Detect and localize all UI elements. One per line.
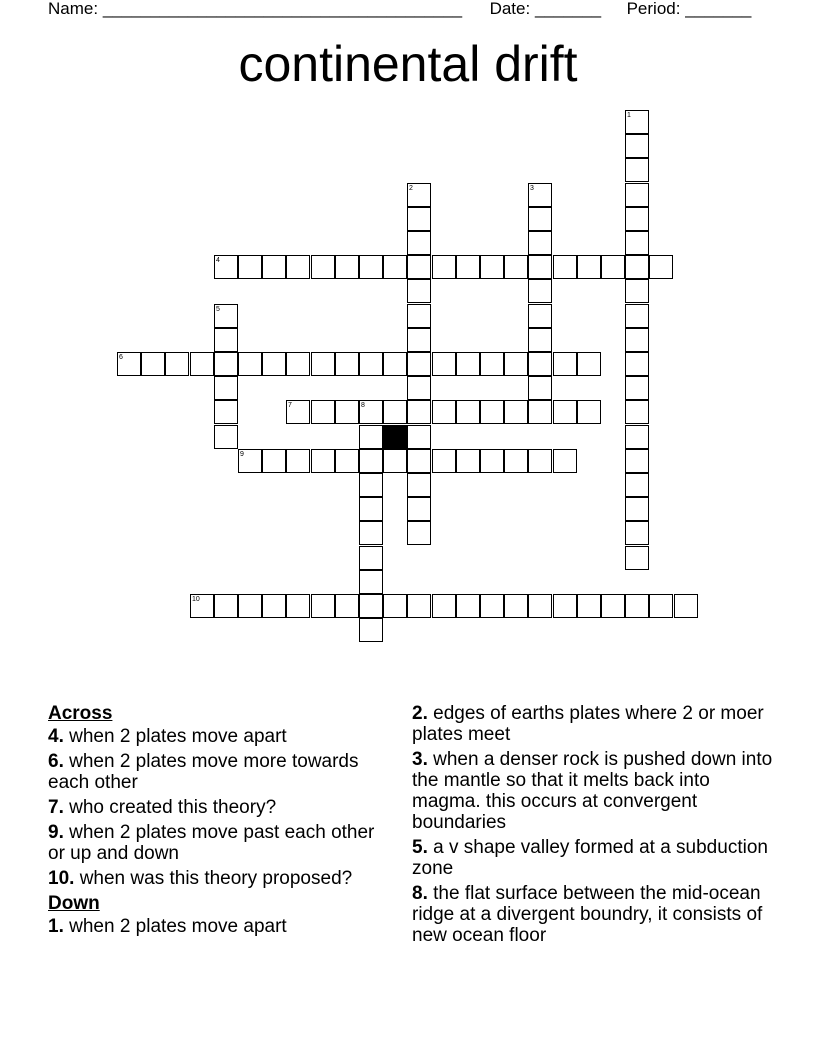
clue-number-label: 6 bbox=[119, 354, 123, 361]
grid-cell[interactable] bbox=[335, 352, 359, 376]
grid-cell[interactable] bbox=[407, 231, 431, 255]
grid-cell[interactable] bbox=[407, 594, 431, 618]
grid-cell[interactable] bbox=[407, 207, 431, 231]
grid-cell[interactable] bbox=[528, 255, 552, 279]
grid-cell[interactable] bbox=[214, 328, 238, 352]
period-blank[interactable]: _______ bbox=[685, 0, 752, 18]
clue-across-6: 6. when 2 plates move more towards each other bbox=[48, 751, 359, 793]
grid-cell[interactable] bbox=[625, 497, 649, 521]
grid-cell[interactable] bbox=[359, 594, 383, 618]
grid-cell[interactable] bbox=[625, 449, 649, 473]
clues-right-column bbox=[412, 703, 782, 950]
grid-cell[interactable] bbox=[383, 594, 407, 618]
grid-cell[interactable] bbox=[214, 376, 238, 400]
grid-cell[interactable] bbox=[504, 594, 528, 618]
grid-cell[interactable] bbox=[456, 255, 480, 279]
grid-cell[interactable] bbox=[286, 594, 310, 618]
clue-across-9: 9. when 2 plates move past each other or up and down bbox=[48, 822, 375, 864]
grid-cell[interactable] bbox=[238, 594, 262, 618]
grid-cell[interactable] bbox=[480, 449, 504, 473]
grid-cell[interactable] bbox=[625, 158, 649, 182]
grid-cell[interactable] bbox=[577, 255, 601, 279]
grid-cell[interactable] bbox=[407, 400, 431, 424]
grid-cell[interactable] bbox=[165, 352, 189, 376]
grid-cell[interactable] bbox=[625, 352, 649, 376]
grid-cell[interactable] bbox=[553, 400, 577, 424]
clue-number-label: 9 bbox=[240, 451, 244, 458]
grid-cell[interactable] bbox=[432, 449, 456, 473]
date-label: Date: bbox=[489, 0, 531, 18]
grid-cell[interactable] bbox=[528, 449, 552, 473]
clue-down-5: 5. a v shape valley formed at a subduction zone bbox=[412, 837, 768, 879]
grid-cell[interactable] bbox=[286, 352, 310, 376]
clue-number-label: 4 bbox=[216, 257, 220, 264]
name-label: Name: bbox=[48, 0, 99, 18]
grid-cell[interactable] bbox=[214, 425, 238, 449]
clue-number-label: 2 bbox=[409, 185, 413, 192]
clue-number-label: 8 bbox=[361, 402, 365, 409]
grid-cell[interactable] bbox=[504, 255, 528, 279]
grid-cell[interactable] bbox=[625, 183, 649, 207]
grid-cell[interactable] bbox=[528, 400, 552, 424]
grid-cell[interactable] bbox=[383, 255, 407, 279]
grid-cell[interactable] bbox=[359, 425, 383, 449]
grid-cell[interactable] bbox=[262, 352, 286, 376]
clue-number-label: 1 bbox=[627, 112, 631, 119]
grid-cell[interactable] bbox=[335, 400, 359, 424]
name-blank[interactable]: ______________________________________ bbox=[102, 0, 463, 18]
grid-cell[interactable] bbox=[359, 521, 383, 545]
grid-cell[interactable] bbox=[262, 594, 286, 618]
clues-left-column bbox=[48, 703, 393, 941]
grid-cell[interactable] bbox=[383, 352, 407, 376]
grid-cell[interactable] bbox=[335, 255, 359, 279]
grid-cell[interactable] bbox=[528, 231, 552, 255]
grid-cell[interactable] bbox=[432, 400, 456, 424]
grid-cell[interactable] bbox=[528, 279, 552, 303]
grid-cell[interactable] bbox=[311, 400, 335, 424]
grid-cell[interactable] bbox=[407, 255, 431, 279]
grid-cell[interactable] bbox=[407, 279, 431, 303]
grid-cell[interactable] bbox=[335, 449, 359, 473]
grid-cell[interactable] bbox=[432, 352, 456, 376]
grid-cell[interactable] bbox=[238, 255, 262, 279]
grid-cell[interactable] bbox=[649, 594, 673, 618]
grid-cell[interactable] bbox=[601, 594, 625, 618]
grid-cell[interactable] bbox=[553, 449, 577, 473]
grid-cell[interactable] bbox=[335, 594, 359, 618]
down-heading: Down bbox=[48, 893, 100, 914]
grid-cell[interactable] bbox=[480, 255, 504, 279]
grid-cell[interactable] bbox=[601, 255, 625, 279]
grid-cell[interactable] bbox=[262, 255, 286, 279]
grid-cell[interactable] bbox=[359, 546, 383, 570]
grid-cell[interactable] bbox=[214, 352, 238, 376]
grid-cell[interactable] bbox=[625, 231, 649, 255]
clue-across-7: 7. who created this theory? bbox=[48, 797, 277, 818]
grid-cell[interactable] bbox=[625, 207, 649, 231]
grid-cell[interactable] bbox=[262, 449, 286, 473]
grid-cell[interactable] bbox=[504, 400, 528, 424]
grid-cell[interactable] bbox=[480, 594, 504, 618]
grid-cell[interactable] bbox=[432, 594, 456, 618]
grid-cell[interactable] bbox=[141, 352, 165, 376]
grid-cell[interactable] bbox=[528, 207, 552, 231]
grid-cell[interactable] bbox=[214, 400, 238, 424]
grid-cell[interactable] bbox=[504, 352, 528, 376]
grid-cell[interactable] bbox=[359, 449, 383, 473]
grid-cell[interactable] bbox=[625, 328, 649, 352]
clue-down-3: 3. when a denser rock is pushed down into the mantle so that it melts back into magma. this occurs at convergent boundaries bbox=[412, 749, 773, 833]
grid-cell[interactable] bbox=[311, 449, 335, 473]
grid-cell[interactable] bbox=[528, 304, 552, 328]
page-title: continental drift bbox=[238, 36, 578, 92]
clue-down-8: 8. the flat surface between the mid-ocean ridge at a divergent boundry, it consists of new ocean floor bbox=[412, 883, 763, 946]
date-blank[interactable]: _______ bbox=[534, 0, 602, 18]
grid-cell[interactable] bbox=[359, 570, 383, 594]
grid-cell[interactable] bbox=[359, 473, 383, 497]
grid-cell[interactable] bbox=[214, 594, 238, 618]
grid-cell[interactable] bbox=[625, 279, 649, 303]
grid-cell[interactable] bbox=[625, 304, 649, 328]
grid-cell[interactable] bbox=[432, 255, 456, 279]
grid-cell[interactable] bbox=[359, 255, 383, 279]
grid-cell[interactable] bbox=[528, 352, 552, 376]
clue-number-label: 5 bbox=[216, 306, 220, 313]
black-cell bbox=[383, 425, 407, 449]
grid-cell[interactable] bbox=[480, 352, 504, 376]
grid-cell[interactable] bbox=[359, 618, 383, 642]
grid-cell[interactable] bbox=[625, 594, 649, 618]
grid-cell[interactable] bbox=[407, 473, 431, 497]
grid-cell[interactable] bbox=[311, 255, 335, 279]
grid-cell[interactable] bbox=[407, 376, 431, 400]
grid-cell[interactable] bbox=[456, 400, 480, 424]
grid-cell[interactable] bbox=[528, 328, 552, 352]
grid-cell[interactable] bbox=[407, 497, 431, 521]
grid-cell[interactable] bbox=[625, 546, 649, 570]
grid-cell[interactable] bbox=[480, 400, 504, 424]
grid-cell[interactable] bbox=[311, 594, 335, 618]
grid-cell[interactable] bbox=[553, 594, 577, 618]
grid-cell[interactable] bbox=[407, 352, 431, 376]
grid-cell[interactable] bbox=[383, 400, 407, 424]
grid-cell[interactable] bbox=[286, 449, 310, 473]
grid-cell[interactable] bbox=[625, 255, 649, 279]
clue-number-label: 3 bbox=[530, 185, 534, 192]
grid-cell[interactable] bbox=[625, 400, 649, 424]
grid-cell[interactable] bbox=[359, 352, 383, 376]
clue-across-4: 4. when 2 plates move apart bbox=[48, 726, 287, 747]
grid-cell[interactable] bbox=[625, 473, 649, 497]
clue-down-2: 2. edges of earths plates where 2 or moer plates meet bbox=[412, 703, 764, 745]
grid-cell[interactable] bbox=[190, 352, 214, 376]
grid-cell[interactable] bbox=[456, 449, 480, 473]
grid-cell[interactable] bbox=[528, 376, 552, 400]
clue-down-1: 1. when 2 plates move apart bbox=[48, 916, 287, 937]
grid-cell[interactable] bbox=[456, 352, 480, 376]
grid-cell[interactable] bbox=[577, 352, 601, 376]
grid-cell[interactable] bbox=[407, 521, 431, 545]
grid-cell[interactable] bbox=[456, 594, 480, 618]
grid-cell[interactable] bbox=[311, 352, 335, 376]
grid-cell[interactable] bbox=[504, 449, 528, 473]
grid-cell[interactable] bbox=[407, 328, 431, 352]
grid-cell[interactable] bbox=[407, 449, 431, 473]
grid-cell[interactable] bbox=[625, 521, 649, 545]
grid-cell[interactable] bbox=[625, 425, 649, 449]
grid-cell[interactable] bbox=[649, 255, 673, 279]
grid-cell[interactable] bbox=[238, 352, 262, 376]
grid-cell[interactable] bbox=[553, 255, 577, 279]
grid-cell[interactable] bbox=[674, 594, 698, 618]
grid-cell[interactable] bbox=[553, 352, 577, 376]
grid-cell[interactable] bbox=[286, 255, 310, 279]
grid-cell[interactable] bbox=[625, 376, 649, 400]
clue-number-label: 7 bbox=[288, 402, 292, 409]
grid-cell[interactable] bbox=[625, 134, 649, 158]
grid-cell[interactable] bbox=[383, 449, 407, 473]
grid-cell[interactable] bbox=[407, 304, 431, 328]
clue-across-10: 10. when was this theory proposed? bbox=[48, 868, 353, 889]
period-label: Period: bbox=[626, 0, 681, 18]
grid-cell[interactable] bbox=[359, 497, 383, 521]
clue-number-label: 10 bbox=[192, 596, 200, 603]
grid-cell[interactable] bbox=[577, 400, 601, 424]
grid-cell[interactable] bbox=[577, 594, 601, 618]
grid-cell[interactable] bbox=[528, 594, 552, 618]
grid-cell[interactable] bbox=[407, 425, 431, 449]
across-heading: Across bbox=[48, 703, 113, 724]
